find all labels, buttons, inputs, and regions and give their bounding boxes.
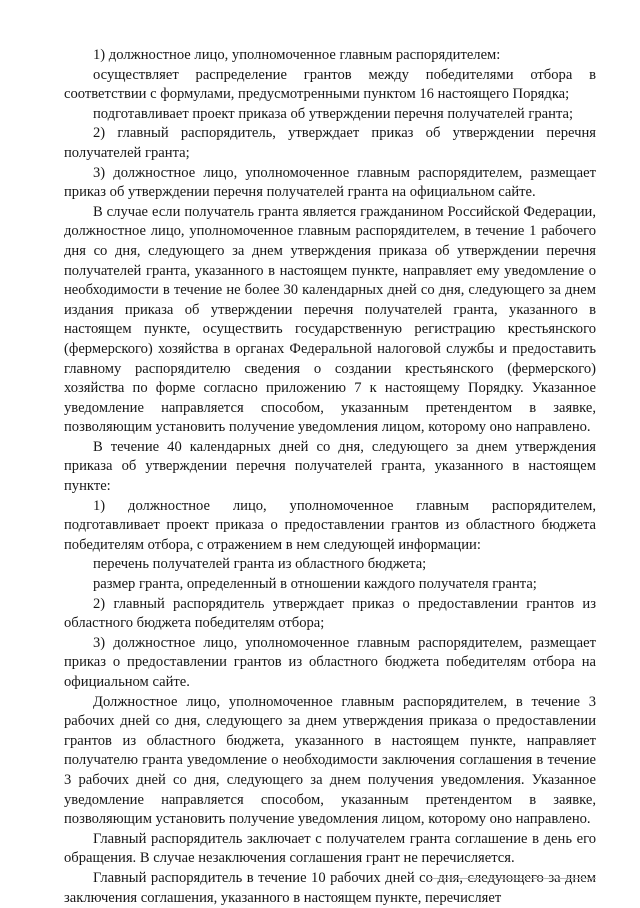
paragraph-10: размер гранта, определенный в отношении каждого получателя гранта;	[93, 576, 537, 593]
paragraph-6: В случае если получатель гранта является гражданином Российской Федерации, должностное лицо, уполномоченное главным распорядителем, в течение 1 рабочего дня со дня, следующего за днем утверждения приказа об утверждении перечня получателей гранта, указанного в настоящем пункте, направляет ему уведомление о необходимости в течение не более 30 календарных дней со дня, следующего за днем издания приказа об утверждении перечня получателей гранта, указанного в настоящем пункте, осуществить государственную регистрацию крестьянского (фермерского) хозяйства в органах Федеральной налоговой службы и предоставить главному распорядителю сведения о создании крестьянского (фермерского) хозяйства по форме согласно приложению 7 к настоящему Порядку. Указанное уведомление направляется способом, указанным претендентом в заявке, позволяющим установить получение уведомления лицом, которому оно направлено.	[64, 203, 596, 436]
paragraph-13: Должностное лицо, уполномоченное главным распорядителем, в течение 3 рабочих дней со дня, следующего за днем утверждения приказа о предоставлении грантов из областного бюджета, указанного в настоящем пункте, направляет получателю гранта уведомление о необходимости заключения соглашения в течение 3 рабочих дней со дня, следующего за днем получения уведомления. Указанное уведомление направляется способом, указанным претендентом в заявке, позволяющим установить получение уведомления лицом, которому оно направлено.	[64, 693, 596, 828]
document-page	[64, 46, 596, 908]
paragraph-12: 3) должностное лицо, уполномоченное главным распорядителем, размещает приказ о предоставлении грантов из областного бюджета победителям отбора на официальном сайте.	[64, 634, 596, 690]
scan-edge-line	[430, 878, 596, 879]
paragraph-8: 1) должностное лицо, уполномоченное главным распорядителем, подготавливает проект приказа о предоставлении грантов из областного бюджета победителям отбора, с отражением в нем следующей информации:	[64, 497, 596, 553]
paragraph-14: Главный распорядитель заключает с получателем гранта соглашение в день его обращения. В случае незаключения соглашения грант не перечисляется.	[64, 830, 596, 867]
paragraph-1: 1) должностное лицо, уполномоченное главным распорядителем:	[93, 47, 501, 63]
paragraph-11: 2) главный распорядитель утверждает приказ о предоставлении грантов из областного бюджета победителям отбора;	[64, 595, 596, 632]
paragraph-3: подготавливает проект приказа об утверждении перечня получателей гранта;	[93, 105, 574, 122]
paragraph-15: Главный распорядитель в течение 10 рабочих дней со дня, следующего за днем заключения соглашения, указанного в настоящем пункте, перечисляет	[64, 869, 596, 906]
paragraph-9: перечень получателей гранта из областного бюджета;	[93, 556, 427, 573]
paragraph-2: осуществляет распределение грантов между победителями отбора в соответствии с формулами, предусмотренными пунктом 16 настоящего Порядка;	[64, 66, 596, 103]
paragraph-4: 2) главный распорядитель, утверждает приказ об утверждении перечня получателей гранта;	[64, 125, 596, 161]
paragraph-7: В течение 40 календарных дней со дня, следующего за днем утверждения приказа об утверждении перечня получателей гранта, указанного в настоящем пункте:	[64, 438, 596, 495]
paragraph-5: 3) должностное лицо, уполномоченное главным распорядителем, размещает приказ об утверждении перечня получателей гранта на официальном сайте.	[64, 164, 596, 201]
